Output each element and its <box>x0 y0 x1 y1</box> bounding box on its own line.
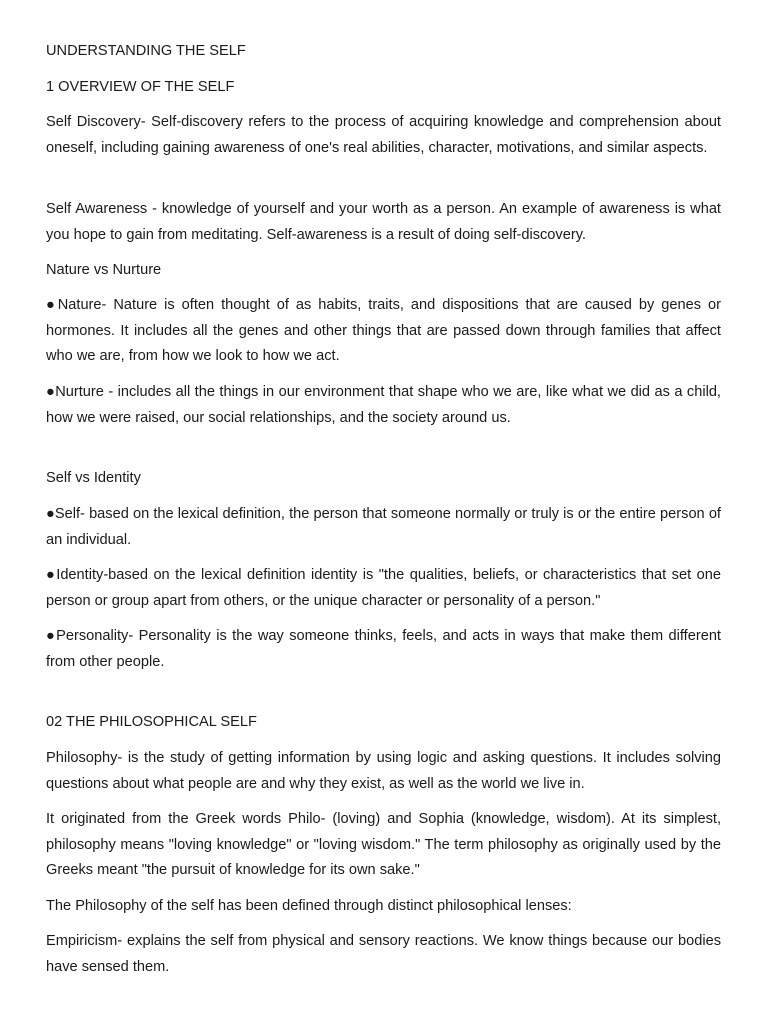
bullet-nurture: ●Nurture - includes all the things in our environment that shape who we are, like what we did as a child, how we were raised, our social relationships, and the society around us. <box>46 384 721 426</box>
bullet-personality: ●Personality- Personality is the way someone thinks, feels, and acts in ways that make them different from other people. <box>46 628 721 670</box>
paragraph-empiricism: Empiricism- explains the self from physical and sensory reactions. We know things because our bodies have sensed them. <box>46 933 721 975</box>
bullet-nature: ●Nature- Nature is often thought of as habits, traits, and dispositions that are caused by genes or hormones. It includes all the genes and other things that are passed down through families that affect who we are, from how we look to how we act. <box>46 297 721 365</box>
paragraph-lenses: The Philosophy of the self has been defined through distinct philosophical lenses: <box>46 898 572 914</box>
section-heading-overview: 1 OVERVIEW OF THE SELF <box>46 79 235 95</box>
document-title: UNDERSTANDING THE SELF <box>46 43 246 59</box>
paragraph-origin: It originated from the Greek words Philo- (loving) and Sophia (knowledge, wisdom). At its simplest, philosophy means "loving knowledge" or "loving wisdom." The term philosophy as originally used by the Greeks meant "the pursuit of knowledge for its own sake." <box>46 811 721 879</box>
paragraph-philosophy: Philosophy- is the study of getting information by using logic and asking questions. It includes solving questions about what people are and why they exist, as well as the world we live in. <box>46 750 721 792</box>
subheading-nature-vs-nurture: Nature vs Nurture <box>46 262 162 278</box>
paragraph-self-awareness: Self Awareness - knowledge of yourself and your worth as a person. An example of awareness is what you hope to gain from meditating. Self-awareness is a result of doing self-discovery. <box>46 201 721 243</box>
section-heading-philosophical-self: 02 THE PHILOSOPHICAL SELF <box>46 714 257 730</box>
subheading-self-vs-identity: Self vs Identity <box>46 470 141 486</box>
bullet-identity: ●Identity-based on the lexical definition identity is "the qualities, beliefs, or characteristics that set one person or group apart from others, or the unique character or personality of a person." <box>46 567 721 609</box>
paragraph-self-discovery: Self Discovery- Self-discovery refers to the process of acquiring knowledge and comprehension about oneself, including gaining awareness of one's real abilities, character, motivations, and similar aspects. <box>46 114 721 156</box>
bullet-self: ●Self- based on the lexical definition, the person that someone normally or truly is or the entire person of an individual. <box>46 506 721 548</box>
